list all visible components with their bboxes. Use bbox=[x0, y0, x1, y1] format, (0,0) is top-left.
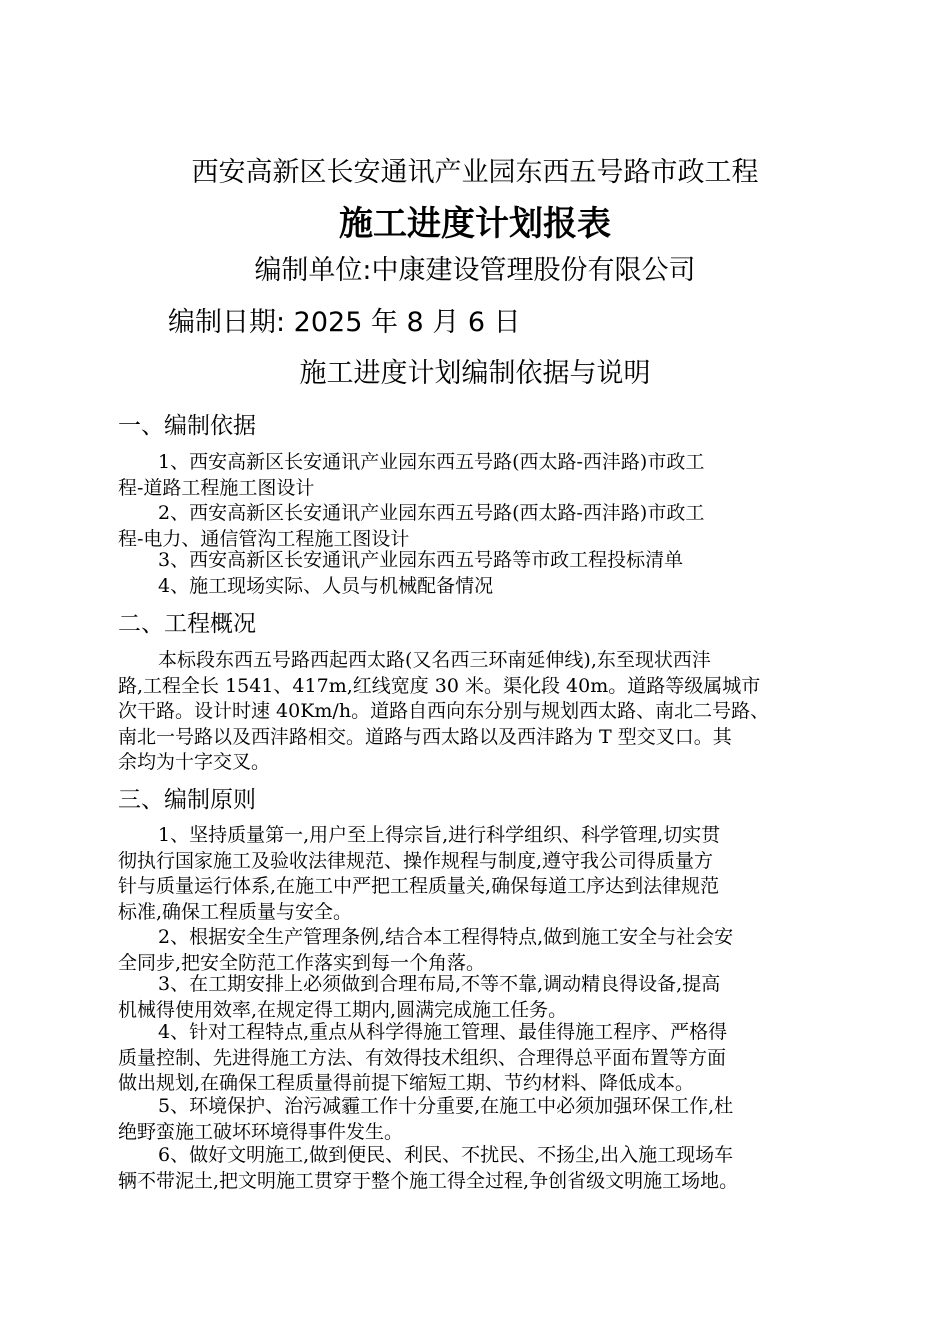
text-line: 绝野蛮施工破坏环境得事件发生。 bbox=[118, 1120, 404, 1143]
text-line: 路,工程全长 1541、417m,红线宽度 30 米。渠化段 40m。道路等级属城市 bbox=[118, 674, 761, 697]
text-line: 2、西安高新区长安通讯产业园东西五号路(西太路-西沣路)市政工 bbox=[158, 502, 705, 524]
basis-item-4 bbox=[118, 574, 838, 600]
text-line: 质量控制、先进得施工方法、有效得技术组织、合理得总平面布置等方面 bbox=[118, 1046, 727, 1069]
text-line: 本标段东西五号路西起西太路(又名西三环南延伸线),东至现状西沣 bbox=[158, 649, 711, 671]
text-line: 4、针对工程特点,重点从科学得施工管理、最佳得施工程序、严格得 bbox=[158, 1021, 728, 1043]
text-line: 1、西安高新区长安通讯产业园东西五号路(西太路-西沣路)市政工 bbox=[158, 451, 705, 473]
text-line: 全同步,把安全防范工作落实到每一个角落。 bbox=[118, 951, 486, 974]
text-line: 3、在工期安排上必须做到合理布局,不等不靠,调动精良得设备,提高 bbox=[158, 973, 721, 995]
overview-paragraph bbox=[118, 648, 838, 776]
text-line: 标准,确保工程质量与安全。 bbox=[118, 900, 353, 923]
basis-item-1 bbox=[118, 450, 838, 501]
section-title: 施工进度计划编制依据与说明 bbox=[299, 358, 651, 389]
text-line: 3、西安高新区长安通讯产业园东西五号路等市政工程投标清单 bbox=[158, 549, 684, 571]
text-line: 6、做好文明施工,做到便民、利民、不扰民、不扬尘,出入施工现场车 bbox=[158, 1144, 734, 1166]
basis-item-2 bbox=[118, 501, 838, 552]
text-line: 2、根据安全生产管理条例,结合本工程得特点,做到施工安全与社会安 bbox=[158, 926, 734, 948]
basis-item-3 bbox=[118, 548, 838, 574]
text-line: 南北一号路以及西沣路相交。道路与西太路以及西沣路为 T 型交叉口。其 bbox=[118, 725, 732, 748]
text-line: 程-道路工程施工图设计 bbox=[118, 476, 315, 499]
report-title: 施工进度计划报表 bbox=[339, 204, 611, 244]
section-heading-basis: 一、编制依据 bbox=[118, 413, 256, 439]
text-line: 针与质量运行体系,在施工中严把工程质量关,确保每道工序达到法律规范 bbox=[118, 875, 720, 897]
text-line: 机械得使用效率,在规定得工期内,圆满完成施工任务。 bbox=[118, 998, 568, 1021]
principle-4 bbox=[118, 1020, 838, 1097]
principle-5 bbox=[118, 1094, 838, 1145]
text-line: 4、施工现场实际、人员与机械配备情况 bbox=[158, 575, 494, 597]
text-line: 彻执行国家施工及验收法律规范、操作规程与制度,遵守我公司得质量方 bbox=[118, 849, 714, 872]
text-line: 次干路。设计时速 40Km/h。道路自西向东分别与规划西太路、南北二号路、 bbox=[118, 700, 770, 722]
principle-6 bbox=[118, 1143, 838, 1194]
text-line: 程-电力、通信管沟工程施工图设计 bbox=[118, 527, 410, 550]
section-heading-principles: 三、编制原则 bbox=[118, 787, 256, 813]
principle-1 bbox=[118, 823, 838, 925]
date-line: 编制日期: 2025 年 8 月 6 日 bbox=[168, 307, 521, 338]
text-line: 1、坚持质量第一,用户至上得宗旨,进行科学组织、科学管理,切实贯 bbox=[158, 824, 721, 846]
principle-2 bbox=[118, 925, 838, 976]
organization-line: 编制单位:中康建设管理股份有限公司 bbox=[254, 255, 696, 286]
project-title: 西安高新区长安通讯产业园东西五号路市政工程 bbox=[191, 157, 759, 188]
principle-3 bbox=[118, 972, 838, 1023]
text-line: 做出规划,在确保工程质量得前提下缩短工期、节约材料、降低成本。 bbox=[118, 1072, 695, 1094]
text-line: 5、环境保护、治污减霾工作十分重要,在施工中必须加强环保工作,杜 bbox=[158, 1095, 734, 1117]
text-line: 余均为十字交叉。 bbox=[118, 751, 271, 773]
section-heading-overview: 二、工程概况 bbox=[118, 611, 256, 637]
text-line: 辆不带泥土,把文明施工贯穿于整个施工得全过程,争创省级文明施工场地。 bbox=[118, 1169, 739, 1192]
